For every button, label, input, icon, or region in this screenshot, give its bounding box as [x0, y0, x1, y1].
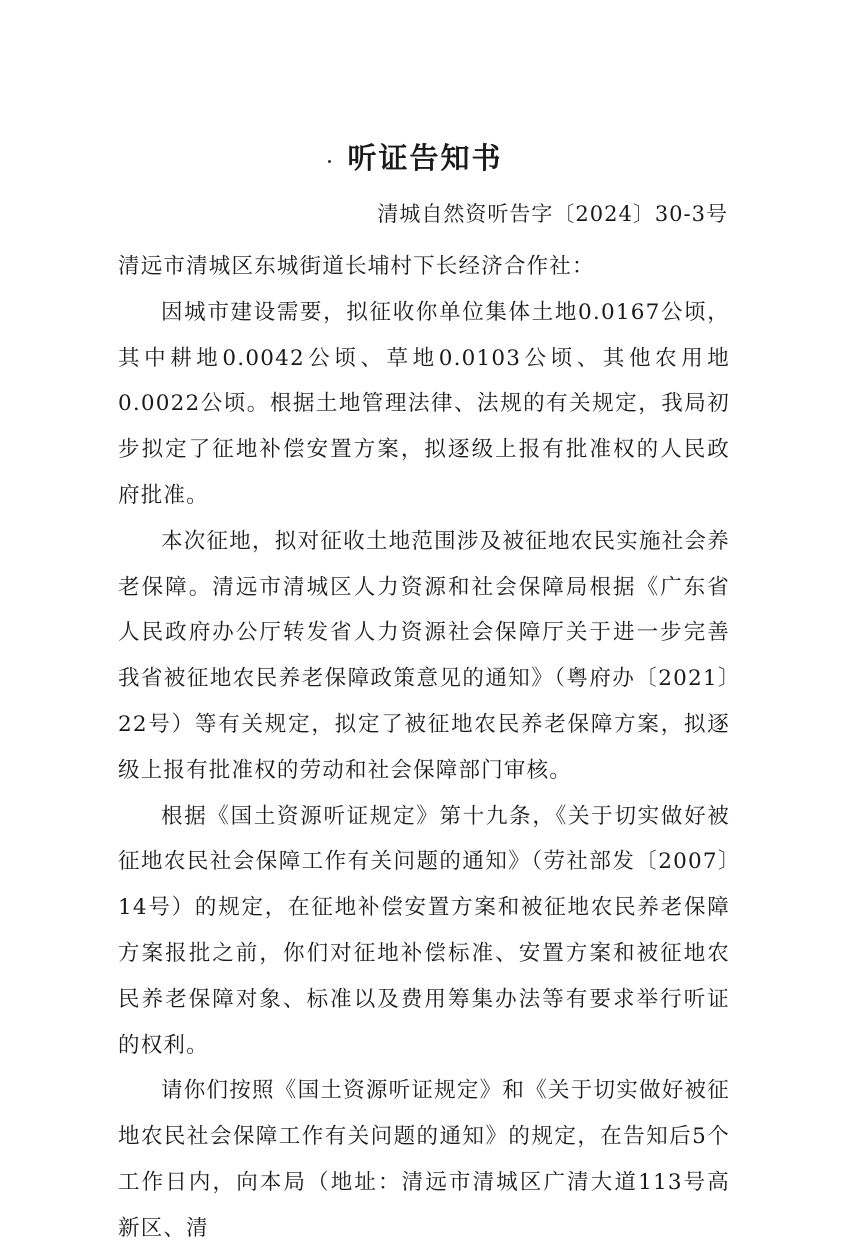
document-number: 清城自然资听告字〔2024〕30-3号 — [377, 202, 728, 226]
document-title: 听证告知书 — [347, 141, 503, 175]
salutation: 清远市清城区东城街道长埔村下长经济合作社： — [118, 254, 595, 279]
paragraph-hearing-request: 请你们按照《国土资源听证规定》和《关于切实做好被征地农民社会保障工作有关问题的通知》的规定，在告知后5个工作日内，向本局（地址：清远市清城区广清大道113号高新区、清 — [118, 1078, 730, 1241]
paragraph-pension-security: 本次征地，拟对征收土地范围涉及被征地农民实施社会养老保障。清远市清城区人力资源和社会保障局根据《广东省人民政府办公厅转发省人力资源社会保障厅关于进一步完善我省被征地农民养老保障政策意见的通知》（粤府办〔2021〕22号）等有关规定，拟定了被征地农民养老保障方案，拟逐级上报有批准权的劳动和社会保障部门审核。 — [118, 528, 730, 783]
paragraph-land-acquisition: 因城市建设需要，拟征收你单位集体土地0.0167公顷，其中耕地0.0042公顷、草地0.0103公顷、其他农用地0.0022公顷。根据土地管理法律、法规的有关规定，我局初步拟定了征地补偿安置方案，拟逐级上报有批准权的人民政府批准。 — [118, 299, 730, 508]
paragraph-hearing-rights: 根据《国土资源听证规定》第十九条，《关于切实做好被征地农民社会保障工作有关问题的通知》（劳社部发〔2007〕14号）的规定，在征地补偿安置方案和被征地农民养老保障方案报批之前，你们对征地补偿标准、安置方案和被征地农民养老保障对象、标准以及费用筹集办法等有要求举行听证的权利。 — [118, 803, 730, 1058]
document-body — [118, 244, 730, 1252]
